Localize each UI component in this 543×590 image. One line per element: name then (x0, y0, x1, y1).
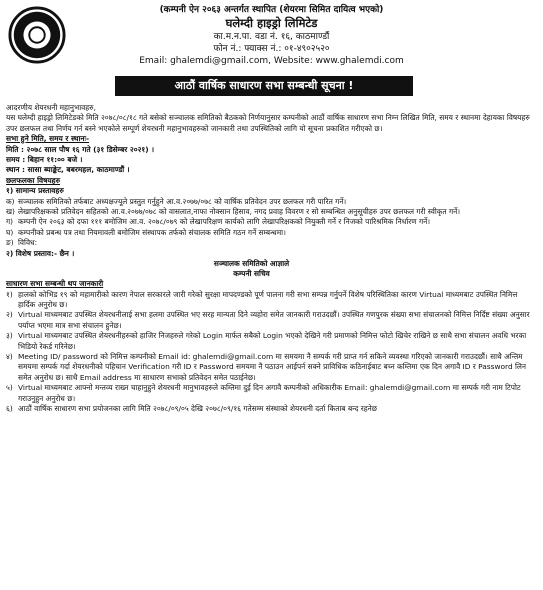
info-item-marker: ६) (6, 403, 13, 413)
company-subtitle: (कम्पनी ऐन २०६३ अन्तर्गत स्थापित (शेयरमा सिमित दायित्व भएको) (159, 5, 384, 15)
agenda-item-text: सञ्चालक समितिको तर्फबाट अध्यक्षज्यूले प्रस्तुत गर्नुहुने आ.व.२०७७/०७८ को वार्षिक प्रतिवेदन उपर छलफल गरी पारित गर्ने। (18, 196, 347, 206)
info-item-text: आठौं वार्षिक साधारण सभा प्रयोजनका लागि मिति २०७८/०९/०५ देखि २०७८/०९/१६ गतेसम्म संस्थाको शेयरधनी दर्ता किताब बन्द रहनेछ (18, 403, 377, 413)
info-item-text: Meeting ID/ password को निमित्त कम्पनीको Email id: ghalemdi@gmail.com मा समयमा नै सम्पर्क गरी प्राप्त गर्न सकिने व्यवस्था गरिएको जानकारी गराउदछौं। साथै अन्तिम समयमा सम्पर्क गर्दा शेयरधनीको पहिचान Verification गरी ID र Password समयमा नै पठाउन आईपर्न सक्ने प्राविधिक कठिनाईबाट बच्न कम्तिमा एक दिन अगावै ID र Password लिन समेत अनुरोध छ। साथै Email address मा साधारण सभाको प्रतिवेदन समेत पठाईनेछ। (18, 351, 527, 382)
agenda-item (6, 228, 537, 238)
meeting-time: समय : बिहान ११:०० बजे । (6, 155, 83, 165)
agenda-item (6, 238, 537, 248)
info-item-marker: ३) (6, 331, 13, 341)
notice-body (6, 103, 537, 414)
signature-line-2: कम्पनी सचिव (233, 269, 270, 279)
additional-info-list (6, 290, 537, 415)
info-item-marker: २) (6, 310, 13, 320)
info-item (6, 404, 537, 414)
general-proposals-heading: १) सामान्य प्रस्तावहरु (6, 186, 64, 196)
meeting-date: मिति : २०७८ साल पौष १६ गते (३१ डिसेम्बर २०२१) । (6, 144, 155, 154)
info-item-text: Virtual माध्यमबाट आफ्नो मन्तव्य राख्न चाहानुहुने शेयरधनी मानुभावहरुले कम्तिमा दुई दिन अगावै कम्पनीको अधिकारीक Email: ghalemdi@gmail.com मा सम्पर्क गरी नाम टिपोट गराउनुहुन अनुरोध छ। (18, 383, 521, 403)
company-address: का.म.न.पा. वडा नं. १६, काठमाण्डौं (213, 32, 330, 42)
agenda-item-text: कम्पनी ऐन २०६३ को दफा १११ बमोजिम आ.व. २०७८/०७९ को लेखापरिक्षण कार्यको लागि लेखापरिक्षकको नियुक्ती गर्ने र निजको पारिश्रमिक निर्धारण गर्ने। (18, 217, 431, 227)
agenda-item (6, 197, 537, 207)
info-item-text: हालको कोभिड १९ को महामारीको कारण नेपाल सरकारले जारी गरेको सुरक्षा मापदण्डको पूर्ण पालना गरी सभा सम्पन्न गर्नुपर्ने विशेष परिस्थितिका कारण Virtual माध्यमबाट उपस्थित निमित्त हार्दिक अनुरोध छ। (18, 289, 518, 309)
company-header (0, 0, 543, 86)
company-name: घलेम्दी हाइड्रो लिमिटेड (225, 16, 318, 30)
agenda-item (6, 217, 537, 227)
agenda-item-text: विविध: (18, 238, 38, 248)
intro-paragraph: यस घलेम्दी हाइड्रो लिमिटेडको मिति २०७८/०८/१८ गते बसेको सञ्चालक समितिको बैठकको निर्णयानुसार कम्पनीको आठौं वार्षिक साधारण सभा निम्न लिखित मिति, समय र स्थानमा देहायका विषयहरु उपर छलफल तथा निर्णय गर्न बस्ने भएकोले सम्पूर्ण शेयरधनी महानुभावहरुको जानकारी तथा उपस्थितिको लागि यो सूचना प्रकाशित गरीएको छ। (6, 113, 530, 133)
info-item-marker: ४) (6, 351, 13, 361)
greeting: आदरणीय शेयरधनी महानुभावहरु, (6, 103, 96, 112)
special-proposal: २) विशेष प्रस्ताव:- छैन । (6, 248, 75, 258)
meeting-heading: सभा हुने मिति, समय र स्थानः- (6, 134, 90, 144)
agenda-item-marker: क) (6, 196, 15, 206)
agenda-item-text: कम्पनीको प्रबन्ध पत्र तथा नियमावली बमोजिम संस्थापक तर्फको संचालक समिति गठन गर्ने सम्बन्धमा। (18, 227, 286, 237)
agenda-heading: छलफलका विषयहरु (6, 175, 60, 185)
agenda-item-marker: ङ) (6, 238, 14, 248)
info-item (6, 352, 537, 383)
agenda-item-marker: ख) (6, 207, 15, 217)
signature-block (6, 259, 497, 279)
info-item-text: Virtual माध्यमबाट उपस्थित शेयरधनीहरुको हाजिर निजहरुले गरेको Login मार्फत सबैको Login भएको देखिने गरी प्रमाणको निमित्त फोटो खिचेर राखिने छ साथै सभा संचालन अवधि भरका भिडियो रेकर्ड गरिनेछ। (18, 331, 527, 351)
general-proposals-list (6, 197, 537, 249)
agenda-item-text: लेखापरिक्षकको प्रतिवेदन सहितको आ.व.२०७७/०७८ को वासलात,नाफा नोक्सान हिसाव, नगद प्रवाह विवरण र सो सम्बन्धित अनुसूचीहरु उपर छलफल गरी स्वीकृत गर्ने। (18, 207, 461, 217)
agenda-item-marker: घ) (6, 227, 14, 237)
info-item-marker: १) (6, 289, 13, 299)
signature-line-1: सञ्चालक समितिको आज्ञाले (213, 259, 290, 269)
info-item-text: Virtual माध्यमबाट उपस्थित शेयरधनीलाई सभा हलमा उपस्थित भए सरह मान्यता दिने व्यहोरा समेत जानकारी गराउदछौं। उपस्थित गणपुरक संख्या सभा संचालनको निमित्त निर्दिष्ट संख्या अनुसार पर्याप्त भएमा मात्र सभा संचालन हुनेछ। (18, 310, 530, 330)
company-contact: Email: ghalemdi@gmail.com, Website: www.ghalemdi.com (139, 56, 404, 66)
company-phone: फोन नं.: फ्याक्स नं.: ०१-४९०२५२० (213, 44, 330, 54)
meeting-place: स्थान : सासा ब्याङ्केट, बबरमहल, काठमाण्डौं । (6, 165, 130, 175)
info-item (6, 383, 537, 404)
info-item (6, 290, 537, 311)
info-item-marker: ५) (6, 383, 13, 393)
info-item (6, 310, 537, 331)
info-item (6, 331, 537, 352)
agenda-item-marker: ग) (6, 217, 14, 227)
additional-info-heading: साधारण सभा सम्बन्धी थप जानकारी (6, 279, 104, 289)
agenda-item (6, 207, 537, 217)
notice-title: आठौं वार्षिक साधारण सभा सम्बन्धी सूचना ! (115, 76, 413, 96)
